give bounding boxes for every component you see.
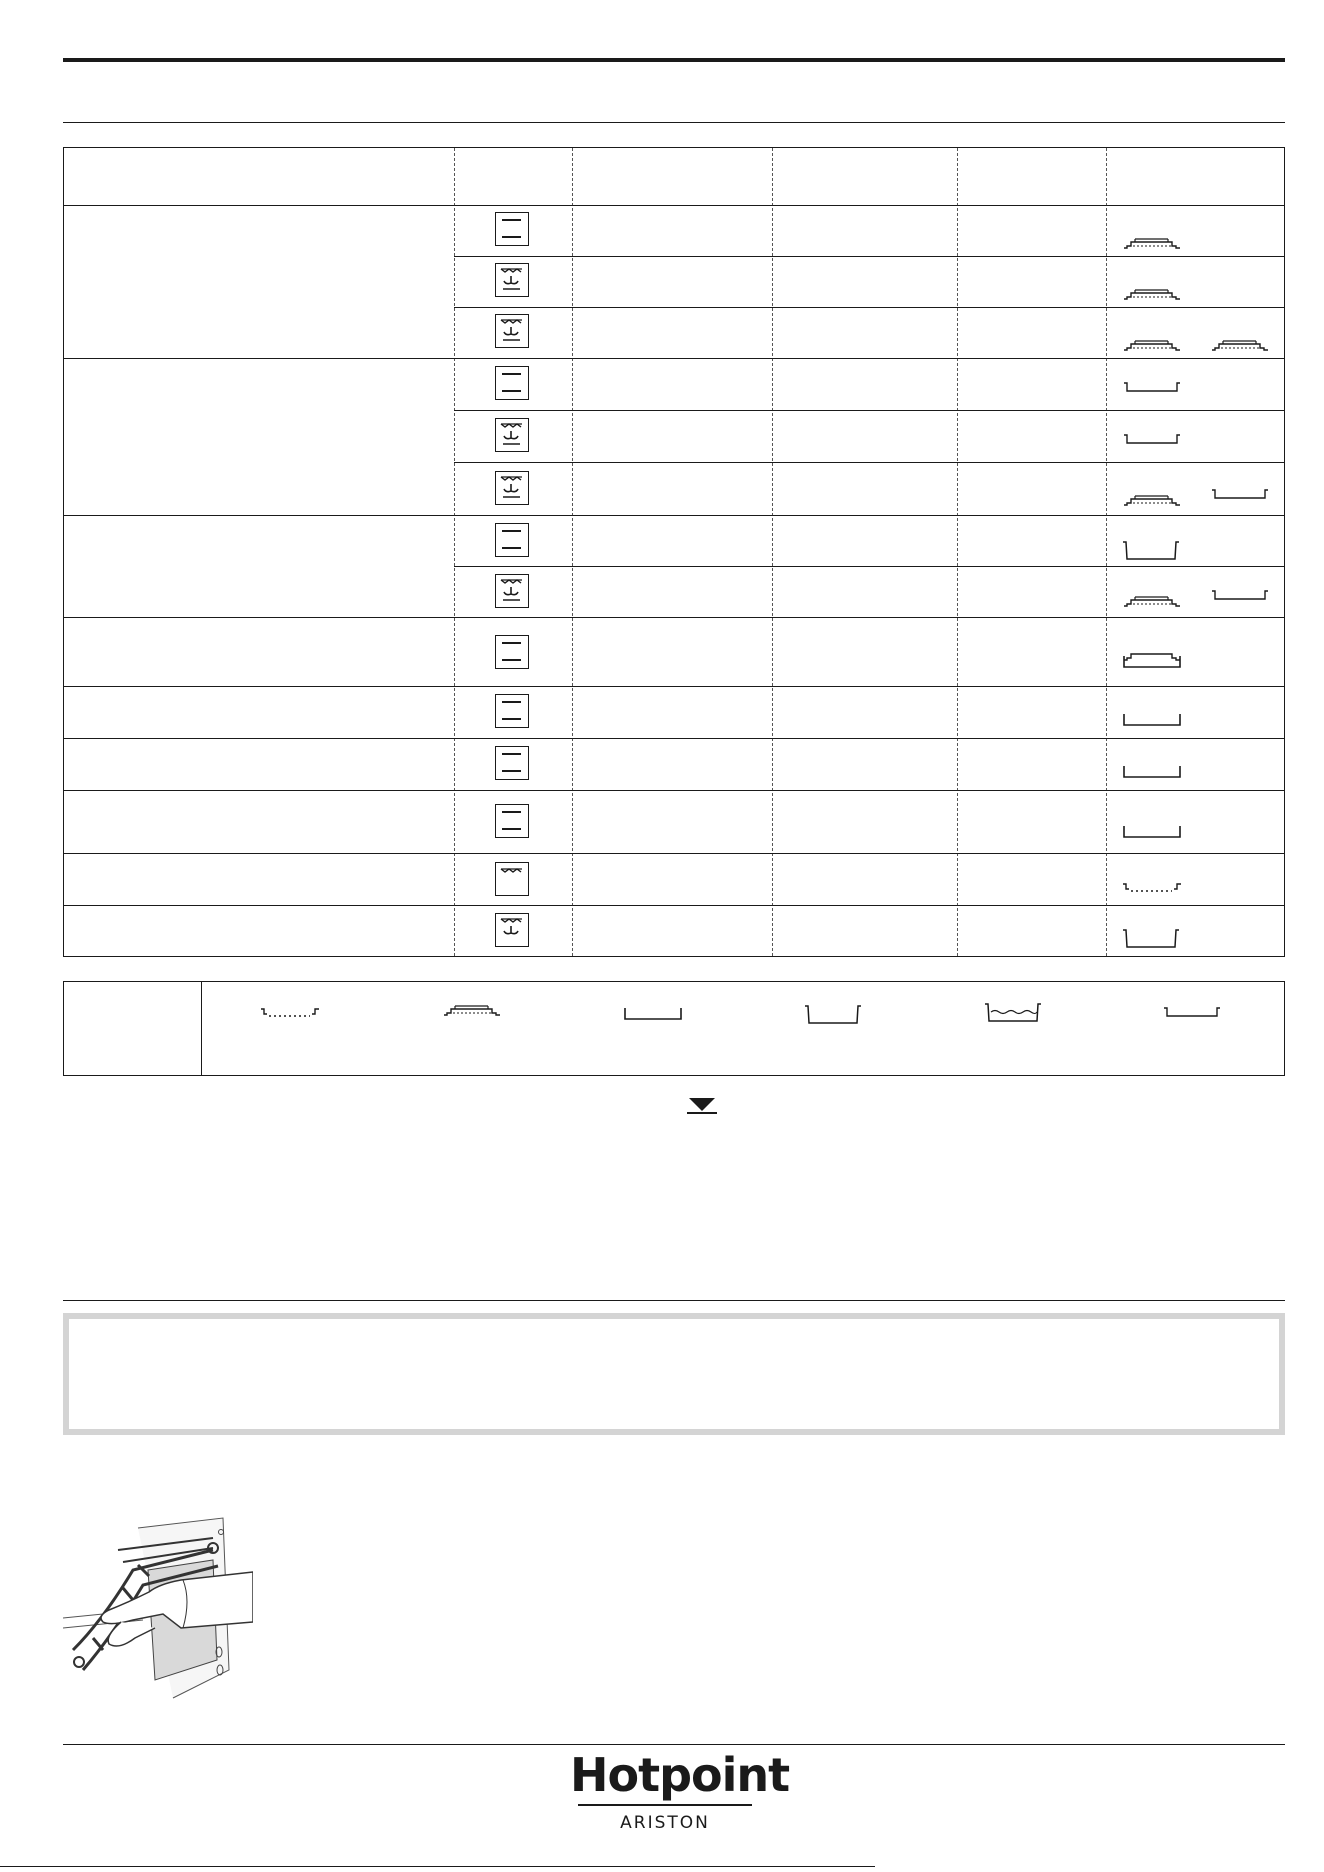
- baking-tray-icon: [1122, 764, 1182, 780]
- water-tray-icon: [983, 1002, 1045, 1024]
- deep-dish-icon: [1121, 928, 1183, 950]
- row-line: [454, 410, 1285, 411]
- conventional-oven-icon: [495, 212, 529, 246]
- conventional-oven-icon: [495, 635, 529, 669]
- cooking-table: [63, 147, 1285, 957]
- deep-dish-icon: [1121, 540, 1183, 562]
- conventional-oven-icon: [495, 366, 529, 400]
- row-line: [454, 307, 1285, 308]
- legend-divider: [201, 982, 202, 1075]
- rack-tray-icon: [1123, 594, 1181, 610]
- col-divider: [957, 148, 958, 956]
- deep-dish-icon: [803, 1004, 865, 1026]
- rack-tray-icon: [1123, 287, 1181, 303]
- group-line: [63, 617, 1285, 618]
- col-divider: [772, 148, 773, 956]
- row-line: [454, 256, 1285, 257]
- col-divider: [1106, 148, 1107, 956]
- rack-tray-icon: [1123, 338, 1181, 354]
- rack-tray-icon: [1123, 236, 1181, 252]
- oven-rack-illustration: [63, 1510, 253, 1700]
- rack-tray-icon: [443, 1003, 501, 1019]
- accessories-legend: [63, 981, 1285, 1076]
- brand-divider: [578, 1804, 752, 1806]
- header-row-line: [63, 205, 1285, 206]
- bottom-edge-line: [0, 1866, 875, 1867]
- rack-tray-icon: [1123, 493, 1181, 509]
- group-line: [63, 790, 1285, 791]
- brand-sub: ARISTON: [620, 1813, 710, 1833]
- convection-bake-icon: [495, 471, 529, 505]
- convection-bake-icon: [495, 418, 529, 452]
- convection-bake-icon: [495, 913, 529, 947]
- col-divider: [572, 148, 573, 956]
- conventional-oven-icon: [495, 804, 529, 838]
- group-line: [63, 515, 1285, 516]
- down-triangle-icon: [687, 1097, 717, 1115]
- cake-tin-icon: [1211, 488, 1269, 502]
- row-line: [454, 566, 1285, 567]
- brand-name: Hotpoint: [570, 1748, 790, 1802]
- conventional-oven-icon: [495, 523, 529, 557]
- section-rule: [63, 1300, 1285, 1301]
- rack-tray-icon: [1211, 338, 1269, 354]
- conventional-oven-icon: [495, 694, 529, 728]
- brand-logo: [560, 1748, 790, 1838]
- baking-tray-icon: [1122, 654, 1182, 670]
- wire-shelf-icon: [259, 1007, 321, 1021]
- convection-bake-icon: [495, 263, 529, 297]
- convection-bake-icon: [495, 574, 529, 608]
- group-line: [63, 738, 1285, 739]
- header-rule-thick: [63, 58, 1285, 62]
- group-line: [63, 853, 1285, 854]
- note-box: [63, 1313, 1285, 1435]
- row-line: [454, 462, 1285, 463]
- group-line: [63, 905, 1285, 906]
- baking-tray-icon: [1122, 712, 1182, 728]
- header-rule-thin: [63, 122, 1285, 123]
- conventional-oven-icon: [495, 746, 529, 780]
- cake-tin-icon: [1211, 589, 1269, 603]
- group-line: [63, 686, 1285, 687]
- baking-tray-icon: [1122, 824, 1182, 840]
- col-divider: [454, 148, 455, 956]
- cake-tin-icon: [1123, 381, 1181, 395]
- group-line: [63, 358, 1285, 359]
- wire-shelf-icon: [1121, 882, 1183, 896]
- grill-icon: [495, 862, 529, 896]
- cake-tin-icon: [1163, 1006, 1221, 1020]
- footer-rule: [63, 1744, 1285, 1745]
- cake-tin-icon: [1123, 433, 1181, 447]
- convection-bake-icon: [495, 314, 529, 348]
- baking-tray-icon: [623, 1006, 683, 1022]
